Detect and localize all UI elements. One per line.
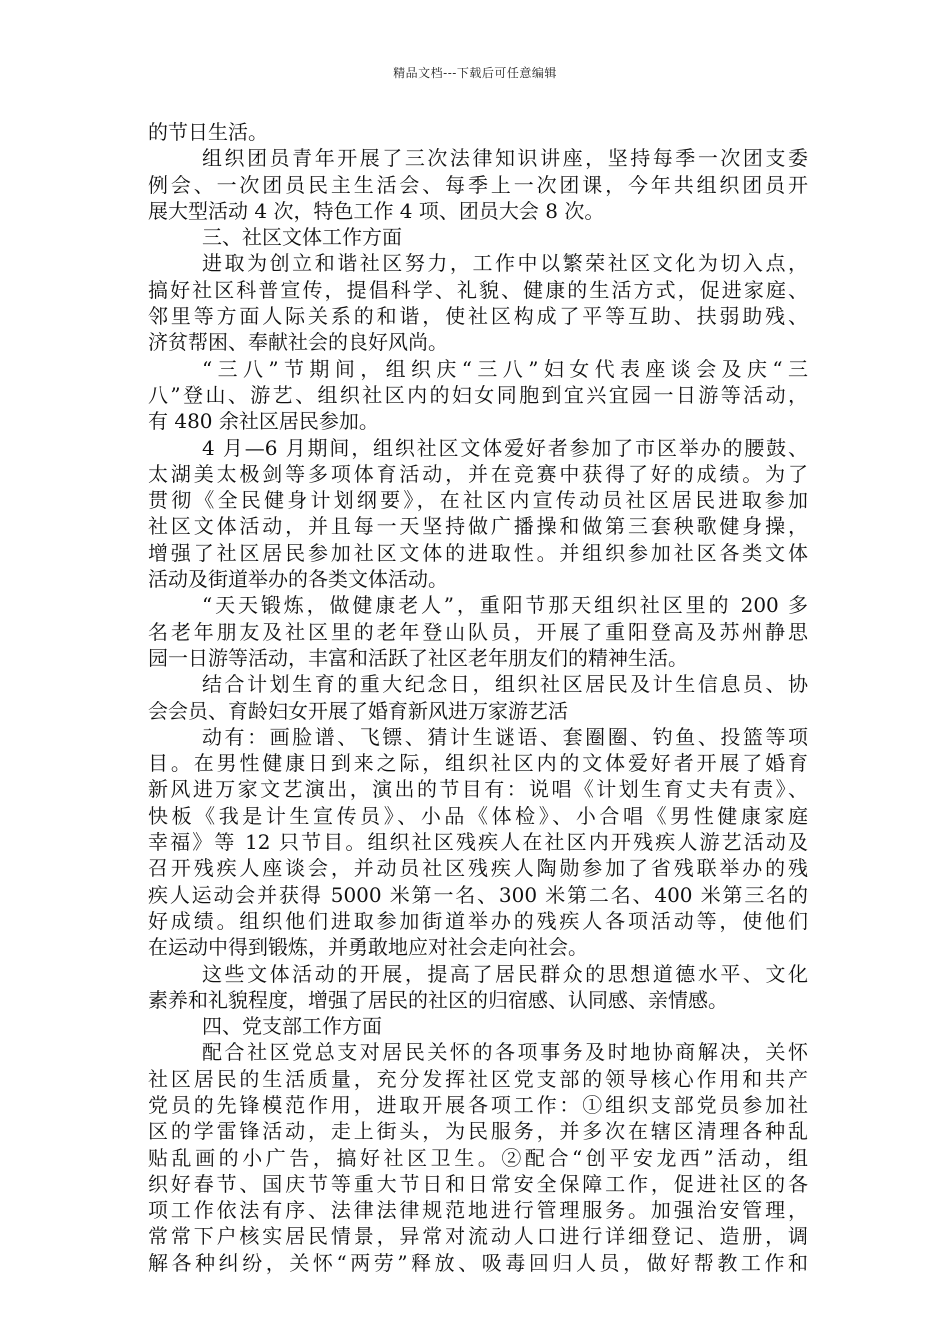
text-line: 有 480 余社区居民参加。 — [148, 409, 379, 434]
text-line: 例会、一次团员民主生活会、每季上一次团课，今年共组织团员开 — [148, 172, 808, 197]
text-line: 名老年朋友及社区里的老年登山队员，开展了重阳登高及苏州静思 — [148, 619, 808, 644]
text-line: 社区居民的生活质量，充分发挥社区党支部的领导核心作用和共产 — [148, 1066, 808, 1091]
text-line: 活动及街道举办的各类文体活动。 — [148, 567, 448, 592]
text-line: 好成绩。组织他们进取参加街道举办的残疾人各项活动等，使他们 — [148, 908, 808, 933]
text-line: 新风进万家文艺演出，演出的节目有：说唱《计划生育丈夫有责》、 — [148, 777, 808, 802]
text-line: 搞好社区科普宣传，提倡科学、礼貌、健康的生活方式，促进家庭、 — [148, 277, 808, 302]
text-line: 展大型活动 4 次，特色工作 4 项、团员大会 8 次。 — [148, 198, 605, 223]
text-line: “天天锻炼，做健康老人”，重阳节那天组织社区里的 200 多 — [202, 593, 808, 618]
text-line: 项工作依法有序、法律法律规范地进行管理服务。加强治安管理， — [148, 1198, 808, 1223]
text-line: 在运动中得到锻炼，并勇敢地应对社会走向社会。 — [148, 935, 588, 960]
text-line: 济贫帮困、奉献社会的良好风尚。 — [148, 330, 448, 355]
text-line: 八”登山、游艺、组织社区内的妇女同胞到宜兴宜园一日游等活动， — [148, 382, 808, 407]
page-header: 精品文档---下载后可任意编辑 — [393, 66, 557, 80]
text-line: 组织团员青年开展了三次法律知识讲座，坚持每季一次团支委 — [202, 146, 808, 171]
text-line: 结合计划生育的重大纪念日，组织社区居民及计生信息员、协 — [202, 672, 808, 697]
text-line: 邻里等方面人际关系的和谐，使社区构成了平等互助、扶弱助残、 — [148, 304, 808, 329]
text-line: 太湖美太极剑等多项体育活动，并在竞赛中获得了好的成绩。为了 — [148, 461, 808, 486]
text-line: 园一日游等活动，丰富和活跃了社区老年朋友们的精神生活。 — [148, 645, 688, 670]
document-body — [148, 119, 808, 1276]
text-line: 贴乱画的小广告，搞好社区卫生。②配合“创平安龙西”活动，组 — [148, 1145, 808, 1170]
text-line: 快板《我是计生宣传员》、小品《体检》、小合唱《男性健康家庭 — [148, 803, 808, 828]
text-line: 区的学雷锋活动，走上街头，为民服务，并多次在辖区清理各种乱 — [148, 1119, 808, 1144]
text-line: 社区文体活动，并且每一天坚持做广播操和做第三套秧歌健身操， — [148, 514, 808, 539]
text-line: 目。在男性健康日到来之际，组织社区内的文体爱好者开展了婚育 — [148, 751, 808, 776]
text-line: 四、党支部工作方面 — [202, 1014, 382, 1039]
text-line: 这些文体活动的开展，提高了居民群众的思想道德水平、文化 — [202, 961, 808, 986]
text-line: 疾人运动会并获得 5000 米第一名、300 米第二名、400 米第三名的 — [148, 882, 808, 907]
text-line: 会会员、育龄妇女开展了婚育新风进万家游艺活 — [148, 698, 568, 723]
text-line: 织好春节、国庆节等重大节日和日常安全保障工作，促进社区的各 — [148, 1171, 808, 1196]
text-line: 党员的先锋模范作用，进取开展各项工作：①组织支部党员参加社 — [148, 1092, 808, 1117]
text-line: 常常下户核实居民情景，异常对流动人口进行详细登记、造册，调 — [148, 1224, 808, 1249]
text-line: 动有：画脸谱、飞镖、猜计生谜语、套圈圈、钓鱼、投篮等项 — [202, 724, 808, 749]
text-line: 的节日生活。 — [148, 120, 268, 144]
text-line: “三八”节期间，组织庆“三八”妇女代表座谈会及庆“三 — [202, 356, 808, 381]
text-line: 增强了社区居民参加社区文体的进取性。并组织参加社区各类文体 — [148, 540, 808, 565]
text-line: 三、社区文体工作方面 — [202, 225, 402, 250]
text-line: 幸福》等 12 只节目。组织社区残疾人在社区内开残疾人游艺活动及 — [148, 830, 808, 855]
text-line: 贯彻《全民健身计划纲要》，在社区内宣传动员社区居民进取参加 — [148, 488, 808, 513]
text-line: 素养和礼貌程度，增强了居民的社区的归宿感、认同感、亲情感。 — [148, 987, 728, 1012]
text-line: 4 月—6 月期间，组织社区文体爱好者参加了市区举办的腰鼓、 — [202, 435, 808, 460]
text-line: 召开残疾人座谈会，并动员社区残疾人陶勋参加了省残联举办的残 — [148, 856, 808, 881]
text-line: 配合社区党总支对居民关怀的各项事务及时地协商解决，关怀 — [202, 1040, 808, 1065]
text-line: 解各种纠纷，关怀“两劳”释放、吸毒回归人员，做好帮教工作和 — [148, 1250, 808, 1275]
text-line: 进取为创立和谐社区努力，工作中以繁荣社区文化为切入点， — [202, 251, 808, 276]
